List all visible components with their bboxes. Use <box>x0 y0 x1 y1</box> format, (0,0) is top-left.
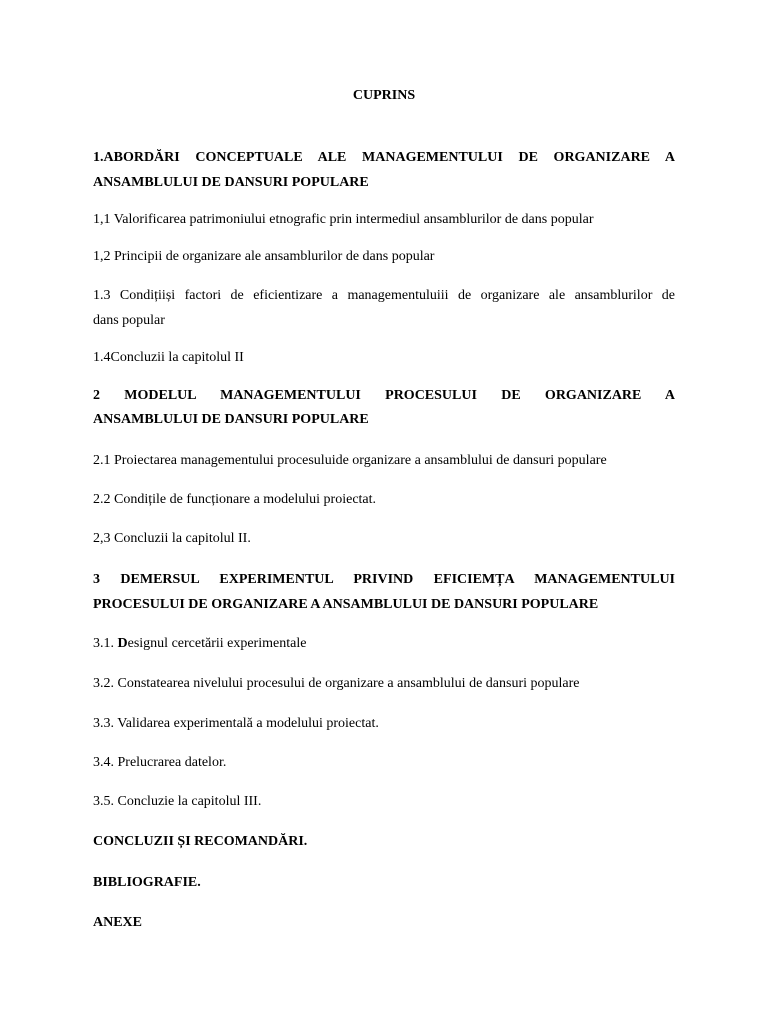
toc-entry-3-1: 3.1. Designul cercetării experimentale <box>93 636 307 651</box>
toc-entry-3-5: 3.5. Concluzie la capitolul III. <box>93 794 262 809</box>
chapter-2-heading-line-2: ANSAMBLULUI DE DANSURI POPULARE <box>93 412 369 427</box>
toc-entry-2-3: 2,3 Concluzii la capitolul II. <box>93 531 251 546</box>
toc-entry-1-4: 1.4Concluzii la capitolul II <box>93 350 244 365</box>
toc-bibliography: BIBLIOGRAFIE. <box>93 875 201 890</box>
chapter-1-heading-line-2: ANSAMBLULUI DE DANSURI POPULARE <box>93 175 369 190</box>
toc-entry-2-2: 2.2 Condițile de funcționare a modelului proiectat. <box>93 492 377 507</box>
toc-entry-3-3: 3.3. Validarea experimentală a modelului proiectat. <box>93 716 379 731</box>
toc-entry-2-1: 2.1 Proiectarea managementului procesuluide organizare a ansamblului de dansuri populare <box>93 453 607 468</box>
chapter-3-heading-line-1: 3 DEMERSUL EXPERIMENTUL PRIVIND EFICIEMȚA MANAGEMENTULUI <box>93 572 675 587</box>
toc-entry-1-2: 1,2 Principii de organizare ale ansamblurilor de dans popular <box>93 249 435 264</box>
chapter-2-heading-line-1: 2 MODELUL MANAGEMENTULUI PROCESULUI DE ORGANIZARE A <box>93 388 675 403</box>
toc-annexes: ANEXE <box>93 915 143 930</box>
toc-entry-1-3-line-2: dans popular <box>93 313 165 328</box>
chapter-1-heading-line-1: 1.ABORDĂRI CONCEPTUALE ALE MANAGEMENTULUI DE ORGANIZARE A <box>93 150 675 165</box>
toc-entry-3-2: 3.2. Constatearea nivelului procesului de organizare a ansamblului de dansuri populare <box>93 676 580 691</box>
toc-entry-1-1: 1,1 Valorificarea patrimoniului etnografic prin intermediul ansamblurilor de dans popular <box>93 212 594 227</box>
toc-entry-3-4: 3.4. Prelucrarea datelor. <box>93 755 227 770</box>
page-title: CUPRINS <box>352 88 416 103</box>
toc-conclusions: CONCLUZII ȘI RECOMANDĂRI. <box>93 834 308 849</box>
toc-entry-1-3-line-1: 1.3 Condițiiși factori de eficientizare a managementuluiii de organizare ale ansamblurilor de <box>93 288 675 303</box>
chapter-3-heading-line-2: PROCESULUI DE ORGANIZARE A ANSAMBLULUI DE DANSURI POPULARE <box>93 597 599 612</box>
